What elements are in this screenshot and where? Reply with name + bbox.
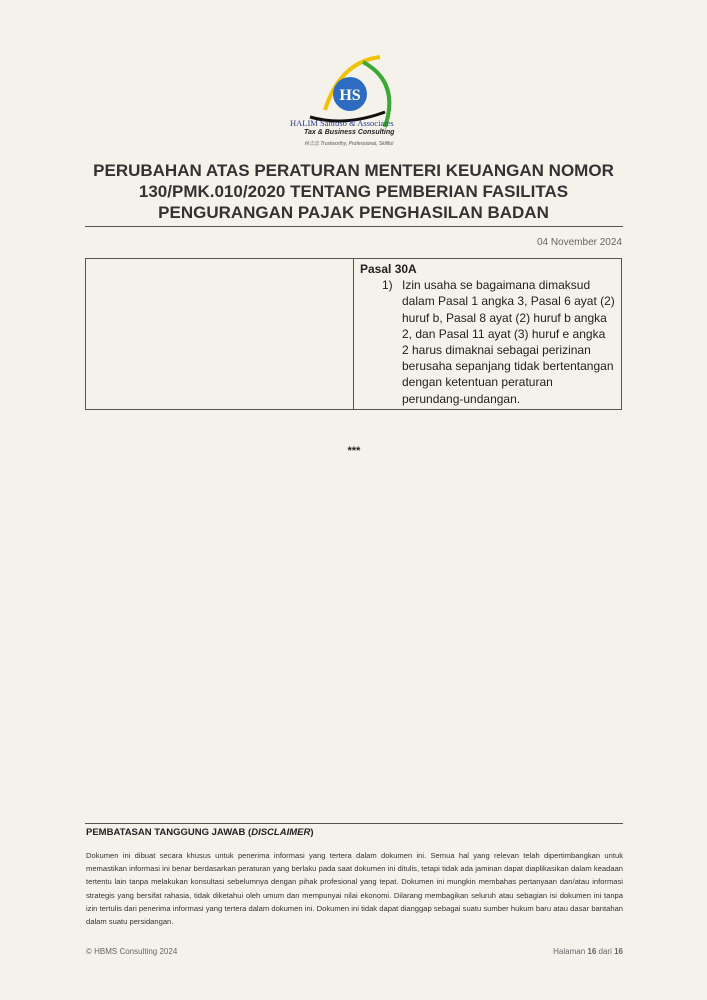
- disclaimer-text: Dokumen ini dibuat secara khusus untuk penerima informasi yang tertera dalam dokumen ini. Semua hal yang relevan telah dipertimbangkan untuk memastikan informasi ini benar berdasarkan peraturan yang berlaku pada saat dokumen ini ditulis, tetapi tidak ada jaminan dapat diaplikasikan dalam keadaan tertentu lain tanpa melakukan konsultasi sebelumnya dengan pihak profesional yang tepat. Dokumen ini mungkin membahas pertanyaan dan/atau informasi strategis yang bersifat rahasia, tidak diketahui oleh umum dan mempunyai nilai ekonomi. Dilarang membagikan seluruh atau sebagian isi dokumen ini tanpa izin tertulis dari penerima informasi yang tertera dalam dokumen ini. Dokumen ini tidak dapat dianggap sebagai suatu sumber hukum baru atau dasar bantahan dalam suatu persidangan.: [86, 851, 623, 927]
- disclaimer-title: [86, 827, 314, 838]
- company-logo: [285, 52, 415, 152]
- logo-motto: [304, 140, 393, 147]
- copyright: © HBMS Consulting 2024: [86, 947, 178, 956]
- regulation-table: [85, 258, 622, 410]
- right-cell: [354, 259, 622, 410]
- logo-motto-text: Trustworthy, Professional, Skillful: [320, 141, 394, 147]
- logo-company-name: HALIM Santoso & Associates: [290, 118, 394, 128]
- list-item: [360, 277, 615, 407]
- svg-text:HS: HS: [339, 87, 361, 104]
- left-cell: [86, 259, 354, 410]
- disclaimer-title-end: ): [310, 827, 314, 838]
- article-heading: Pasal 30A: [360, 262, 417, 276]
- page-number: [553, 947, 623, 956]
- of-label: dari: [598, 947, 612, 956]
- page-label: Halaman: [553, 947, 586, 956]
- section-separator: ***: [347, 445, 360, 457]
- disclaimer-divider: [85, 823, 623, 824]
- logo-chinese: 林志忠: [304, 141, 320, 147]
- document-date: 04 November 2024: [536, 237, 622, 248]
- total-pages: 16: [614, 947, 623, 956]
- disclaimer-title-em: DISCLAIMER: [251, 827, 311, 838]
- current-page: 16: [587, 947, 597, 956]
- item-number: 1): [382, 278, 393, 293]
- title-divider: [85, 226, 623, 227]
- table-row: [86, 259, 622, 410]
- item-text: Izin usaha se bagaimana dimaksud dalam Pasal 1 angka 3, Pasal 6 ayat (2) huruf b, Pasal 8 ayat (2) huruf b angka 2, dan Pasal 11 ayat (3) huruf e angka 2 harus dimaknai sebagai perizinan berusaha sepanjang tidak bertentangan dengan ketentuan peraturan perundang-undangan.: [402, 278, 615, 406]
- logo-tagline: Tax & Business Consulting: [304, 129, 395, 136]
- document-title: PERUBAHAN ATAS PERATURAN MENTERI KEUANGAN NOMOR 130/PMK.010/2020 TENTANG PEMBERIAN FASILITAS PENGURANGAN PAJAK PENGHASILAN BADAN: [93, 161, 614, 222]
- disclaimer-title-text: PEMBATASAN TANGGUNG JAWAB (: [86, 827, 252, 838]
